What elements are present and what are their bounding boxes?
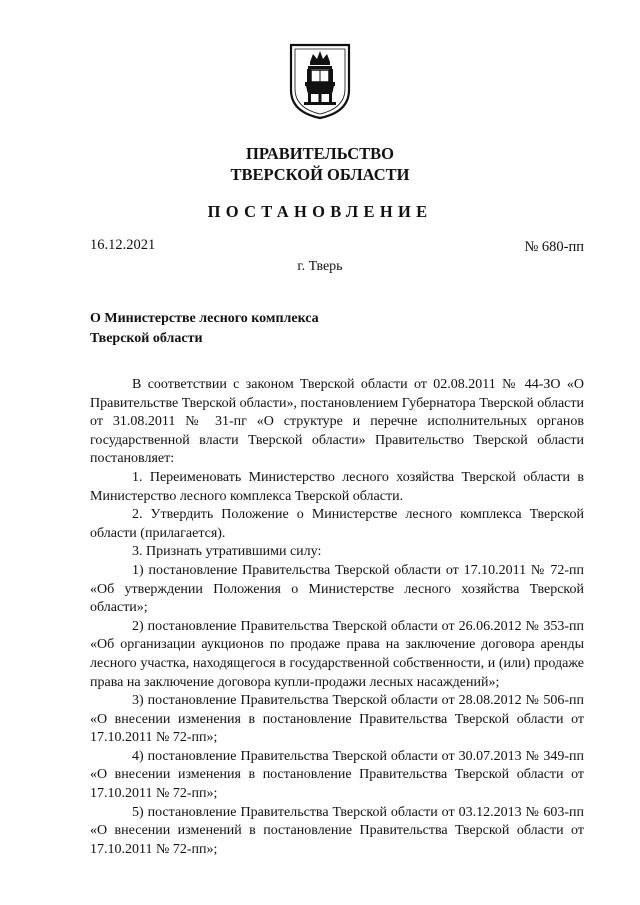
subject-line1: О Министерстве лесного комплекса bbox=[90, 311, 319, 326]
repeal-item-3: 3) постановление Правительства Тверской области от 28.08.2012 № 506-пп «О внесении изменения в постановление Правительства Тверской области от 17.10.2011 № 72-пп»; bbox=[90, 693, 584, 746]
clause-2-paragraph: 2. Утвердить Положение о Министерстве лесного комплекса Тверской области (прилагается). bbox=[90, 507, 584, 541]
preamble-paragraph: В соответствии с законом Тверской области от 02.08.2011 № 44-ЗО «О Правительстве Тверской области», постановлением Губернатора Тверской области от 31.08.2011 № 31-пг «О структуре и перечне исполнительных органов государственной власти Тверской области» Правительство Тверской области постановляет: bbox=[90, 377, 584, 467]
subject-line2: Тверской области bbox=[90, 331, 203, 346]
document-subject bbox=[90, 309, 319, 349]
repeal-item-4: 4) постановление Правительства Тверской области от 30.07.2013 № 349-пп «О внесении изменения в постановление Правительства Тверской области от 17.10.2011 № 72-пп»; bbox=[90, 748, 584, 802]
repeal-item-2: 2) постановление Правительства Тверской области от 26.06.2012 № 353-пп «Об организации аукционов по продаже права на заключение договора аренды лесного участка, находящегося в государственной собственности, и (или) продаже права на заключение договора купли-продажи лесных насаждений»; bbox=[90, 618, 584, 690]
document-city: г. Тверь bbox=[297, 259, 343, 274]
document-type-title: ПОСТАНОВЛЕНИЕ bbox=[207, 202, 433, 221]
repeal-item-5: 5) постановление Правительства Тверской области от 03.12.2013 № 603-пп «О внесении изменений в постановление Правительства Тверской области от 17.10.2011 № 72-пп»; bbox=[90, 804, 584, 857]
document-date: 16.12.2021 bbox=[90, 237, 156, 253]
clause-3-paragraph: 3. Признать утратившими силу: bbox=[132, 544, 322, 560]
document-body bbox=[90, 376, 584, 859]
government-name-line2: ТВЕРСКОЙ ОБЛАСТИ bbox=[230, 165, 410, 184]
repeal-item-1: 1) постановление Правительства Тверской области от 17.10.2011 № 72-пп «Об утверждении Положения о Министерстве лесного хозяйства Тверской области»; bbox=[90, 562, 584, 616]
tver-coat-of-arms-icon bbox=[288, 42, 352, 120]
document-number: № 680-пп bbox=[524, 239, 584, 255]
government-name-line1: ПРАВИТЕЛЬСТВО bbox=[246, 144, 394, 163]
clause-1-paragraph: 1. Переименовать Министерство лесного хозяйства Тверской области в Министерство лесного комплекса Тверской области. bbox=[90, 469, 584, 504]
